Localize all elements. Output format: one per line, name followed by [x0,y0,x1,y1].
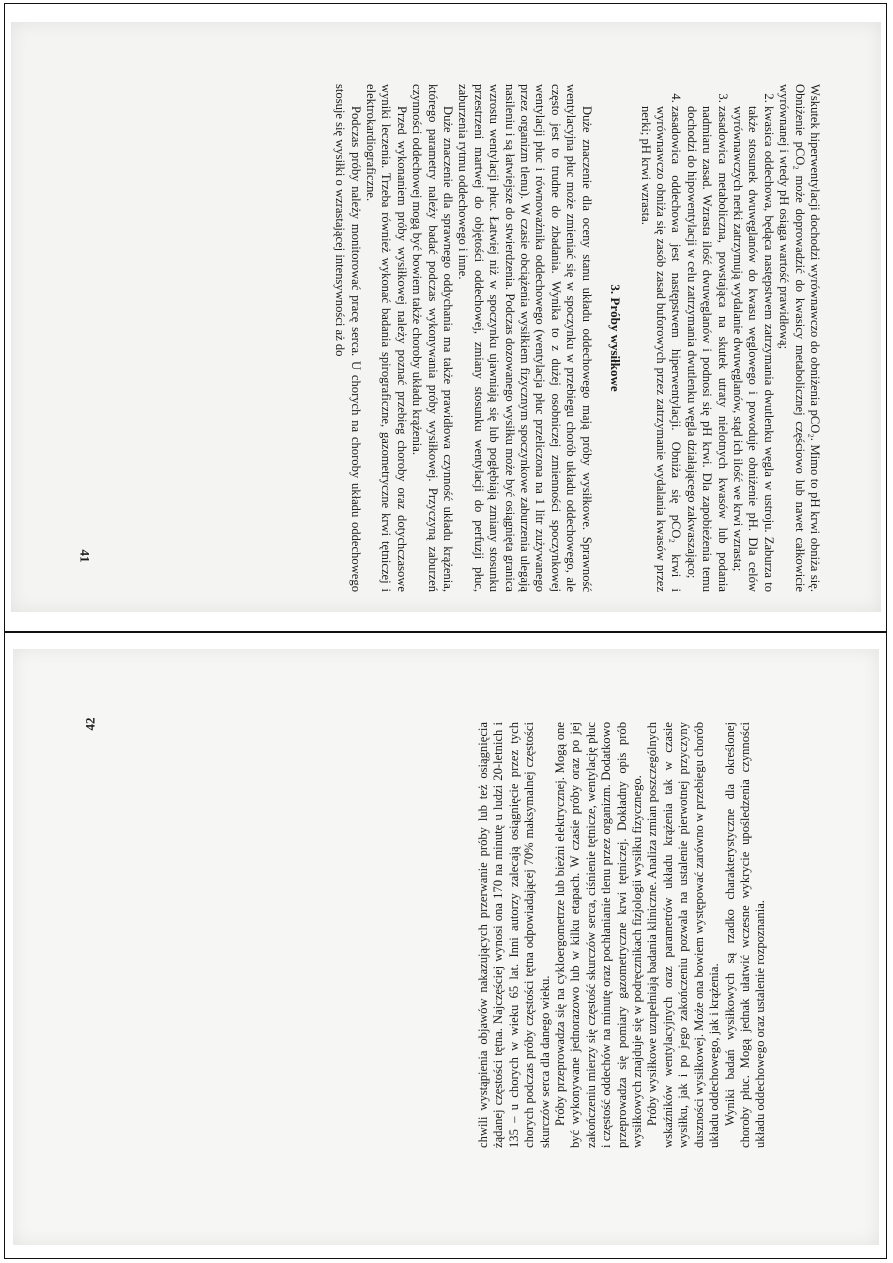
paragraph: Podczas próby należy monitorować pracę serca. U chorych na choroby układu oddechowego stosuje się wysiłki o wzrastającej intensywności aż do [333,84,363,592]
paragraph: Wyniki badań wysiłkowych są rzadko charakterystyczne dla określonej choroby płuc. Mogą jednak ułatwić wczesne wykrycie upośledzenia czynności układu oddechowego oraz ustalenie rozpoznania. [722,722,768,1148]
list-item: 4. zasadowica oddechowa jest następstwem hiperwentylacji. Obniża się pCO₂ krwi i wyrównawczo obniża się zasób zasad buforowych przez zatrzymanie wydalania kwasów przez nerki; pH krwi wzrasta. [637,106,683,592]
page-42-text [476,722,836,1148]
paragraph: Duże znaczenie dla oceny stanu układu oddechowego mają próby wysiłkowe. Sprawność wentylacyjna płuc może zmieniać się w spoczynku w przebiegu chorób układu oddechowego, ale często jest to trudne do zbadania. Wynika to z dużej osobniczej zmienności spoczynkowej wentylacji płuc i równoważnika oddechowego (wentylacja płuc przeliczona na 1 litr zużywanego przez organizm tlenu). W czasie obciążenia wysiłkiem fizycznym spoczynkowe zaburzenia ulegają nasileniu i są łatwiejsze do stwierdzenia. Podczas dozowanego wysiłku może być osiągnięta granica wzrostu wentylacji płuc. Łatwiej niż w spoczynku ujawniają się lub pogłębiają zmiany stosunku przestrzeni martwej do objętości oddechowej, zmiany stosunku wentylacji do perfuzji płuc, zaburzenia rytmu oddechowego i inne. [456,84,594,592]
paragraph: chwili wystąpienia objawów nakazujących przerwanie próby lub też osiągnięcia żądanej częstości tętna. Najczęściej wynosi ona 170 na minutę u ludzi 20-letnich i 135 – u chorych w wieku 65 lat. Inni autorzy zalecają osiągnięcie przez tych chorych podczas próby częstości tętna odpowiadającej 70% maksymalnej częstości skurczów serca dla danego wieku. [476,722,552,1148]
intro-paragraph: Wskutek hiperwentylacji dochodzi wyrównawczo do obniżenia pCO₂. Mimo to pH krwi obniża się. Obniżenie pCO₂ może doprowadzić do kwasicy metabolicznej częściowo lub nawet całkowicie wyrównanej i wtedy pH osiąga wartość prawidłową; [777,84,822,592]
page-number-41: 41 [77,549,93,563]
page-41-text [122,84,822,592]
acid-base-list [637,84,776,592]
paragraph: Próby wysiłkowe uzupełniają badania kliniczne. Analiza zmian poszczególnych wskaźników wentylacyjnych oraz parametrów układu krążenia tak w czasie wysiłku, jak i po jego zakończeniu pozwala na ustalenie pierwotnej przyczyny duszności wysiłkowej. Może ona bowiem występować zarówno w przebiegu chorób układu oddechowego, jak i krążenia. [645,722,722,1148]
list-item: 2. kwasica oddechowa, będąca następstwem zatrzymania dwutlenku węgla w ustroju. Zaburza to także stosunek dwuwęglanów do kwasu węglowego i powoduje obniżenie pH. Dla celów wyrównawczych nerki zatrzymują wydalanie dwuwęglanów, stąd ich ilość we krwi wzrasta; [730,106,776,592]
paragraph: Przed wykonaniem próby wysiłkowej należy poznać przebieg choroby oraz dotychczasowe wyniki leczenia. Trzeba również wykonać badania spirograficzne, gazometryczne krwi tętniczej i elektrokardiograficzne. [364,84,409,592]
page-number-42: 42 [82,717,98,731]
list-item: 3. zasadowica metaboliczna, powstająca na skutek utraty nielotnych kwasów lub podania nadmiaru zasad. Wzrasta ilość dwuwęglanów i podnosi się pH krwi. Dla zapobieżenia temu dochodzi do hipowentylacji w celu zatrzymania dwutlenku węgla działającego zakwaszająco; [683,106,729,592]
section-title: 3. Próby wysiłkowe [608,284,624,392]
paragraph: Próby przeprowadza się na cykloergometrze lub bieżni elektrycznej. Mogą one być wykonywane jednorazowo lub w kilku etapach. W czasie próby oraz po jej zakończeniu mierzy się częstość skurczów serca, ciśnienie tętnicze, wentylację płuc i częstość oddechów na minutę oraz pochłanianie tlenu przez organizm. Dodatkowo przeprowadza się pomiary gazometryczne krwi tętniczej. Dokładny opis prób wysiłkowych znajduje się w podręcznikach fizjologii wysiłku fizycznego. [553,722,645,1148]
paragraph: Duże znaczenie dla sprawnego oddychania ma także prawidłowa czynność układu krążenia, którego parametry należy badać podczas wykonywania próby wysiłkowej. Przyczyną zaburzeń czynności oddechowej mogą być bowiem także choroby układu krążenia. [410,84,456,592]
